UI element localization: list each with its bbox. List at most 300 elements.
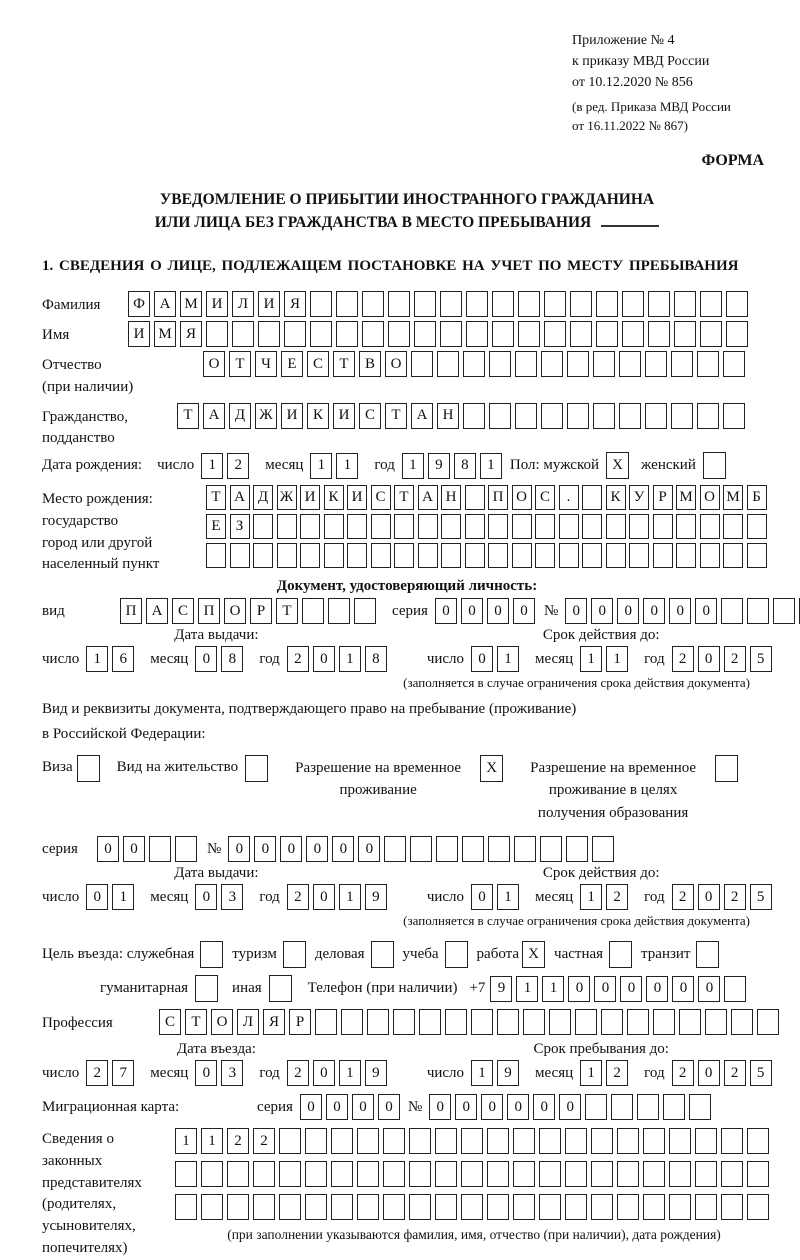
char-cell[interactable]: 0 (513, 598, 535, 624)
char-cell[interactable]: 1 (201, 453, 223, 479)
char-cell[interactable]: М (723, 485, 743, 510)
char-cell[interactable] (697, 403, 719, 429)
char-cell[interactable] (535, 514, 555, 539)
char-cell[interactable]: 9 (490, 976, 512, 1002)
char-cell[interactable] (570, 291, 592, 317)
char-cell[interactable] (606, 514, 626, 539)
char-cell[interactable]: К (324, 485, 344, 510)
char-cell[interactable] (149, 836, 171, 862)
char-cell[interactable] (606, 543, 626, 568)
char-cell[interactable]: 8 (221, 646, 243, 672)
char-cell[interactable]: М (154, 321, 176, 347)
char-cell[interactable] (465, 543, 485, 568)
char-cell[interactable]: 0 (672, 976, 694, 1002)
char-cell[interactable] (559, 514, 579, 539)
purpose-study-checkbox[interactable] (445, 941, 468, 968)
char-cell[interactable] (461, 1128, 483, 1154)
char-cell[interactable] (492, 291, 514, 317)
char-cell[interactable]: 0 (313, 646, 335, 672)
char-cell[interactable]: 2 (227, 1128, 249, 1154)
char-cell[interactable] (463, 351, 485, 377)
char-cell[interactable] (347, 543, 367, 568)
female-checkbox[interactable] (703, 452, 726, 479)
char-cell[interactable]: О (700, 485, 720, 510)
char-cell[interactable]: 0 (378, 1094, 400, 1120)
char-cell[interactable] (544, 321, 566, 347)
purpose-other-checkbox[interactable] (269, 975, 292, 1002)
char-cell[interactable]: 8 (454, 453, 476, 479)
char-cell[interactable] (653, 514, 673, 539)
char-cell[interactable]: 6 (112, 646, 134, 672)
char-cell[interactable]: 9 (497, 1060, 519, 1086)
char-cell[interactable] (175, 836, 197, 862)
char-cell[interactable] (492, 321, 514, 347)
char-cell[interactable]: А (230, 485, 250, 510)
char-cell[interactable]: 0 (435, 598, 457, 624)
char-cell[interactable] (487, 1161, 509, 1187)
char-cell[interactable] (497, 1009, 519, 1035)
char-cell[interactable]: 2 (672, 1060, 694, 1086)
char-cell[interactable]: 2 (287, 646, 309, 672)
char-cell[interactable] (721, 1194, 743, 1220)
char-cell[interactable]: 0 (195, 1060, 217, 1086)
char-cell[interactable]: Ж (277, 485, 297, 510)
char-cell[interactable]: Т (333, 351, 355, 377)
char-cell[interactable]: В (359, 351, 381, 377)
char-cell[interactable] (300, 543, 320, 568)
char-cell[interactable]: 1 (112, 884, 134, 910)
temp-residence-checkbox[interactable]: X (480, 755, 503, 782)
purpose-official-checkbox[interactable] (200, 941, 223, 968)
char-cell[interactable] (724, 976, 746, 1002)
char-cell[interactable] (723, 351, 745, 377)
char-cell[interactable] (512, 514, 532, 539)
char-cell[interactable] (705, 1009, 727, 1035)
char-cell[interactable]: 0 (332, 836, 354, 862)
char-cell[interactable]: 1 (336, 453, 358, 479)
char-cell[interactable] (645, 403, 667, 429)
char-cell[interactable]: Ф (128, 291, 150, 317)
char-cell[interactable]: 1 (339, 884, 361, 910)
char-cell[interactable] (488, 514, 508, 539)
char-cell[interactable] (489, 351, 511, 377)
char-cell[interactable]: 3 (221, 884, 243, 910)
char-cell[interactable] (384, 836, 406, 862)
char-cell[interactable]: 0 (254, 836, 276, 862)
purpose-transit-checkbox[interactable] (696, 941, 719, 968)
char-cell[interactable]: С (535, 485, 555, 510)
char-cell[interactable] (679, 1009, 701, 1035)
char-cell[interactable]: И (258, 291, 280, 317)
char-cell[interactable]: 0 (228, 836, 250, 862)
char-cell[interactable] (227, 1194, 249, 1220)
char-cell[interactable] (175, 1161, 197, 1187)
char-cell[interactable] (328, 598, 350, 624)
char-cell[interactable] (512, 543, 532, 568)
char-cell[interactable] (253, 1194, 275, 1220)
char-cell[interactable] (757, 1009, 779, 1035)
char-cell[interactable] (611, 1094, 633, 1120)
char-cell[interactable] (206, 543, 226, 568)
char-cell[interactable] (310, 291, 332, 317)
char-cell[interactable] (354, 598, 376, 624)
char-cell[interactable]: 0 (300, 1094, 322, 1120)
char-cell[interactable] (773, 598, 795, 624)
char-cell[interactable] (462, 836, 484, 862)
char-cell[interactable] (409, 1194, 431, 1220)
char-cell[interactable] (643, 1194, 665, 1220)
char-cell[interactable] (627, 1009, 649, 1035)
char-cell[interactable]: С (359, 403, 381, 429)
char-cell[interactable]: Т (229, 351, 251, 377)
char-cell[interactable]: 1 (580, 646, 602, 672)
char-cell[interactable] (747, 514, 767, 539)
char-cell[interactable] (617, 1128, 639, 1154)
char-cell[interactable] (466, 321, 488, 347)
char-cell[interactable]: С (172, 598, 194, 624)
char-cell[interactable] (565, 1194, 587, 1220)
char-cell[interactable]: 0 (471, 884, 493, 910)
temp-residence-edu-checkbox[interactable] (715, 755, 738, 782)
char-cell[interactable] (565, 1128, 587, 1154)
char-cell[interactable]: 2 (287, 884, 309, 910)
char-cell[interactable]: Т (385, 403, 407, 429)
char-cell[interactable] (582, 543, 602, 568)
char-cell[interactable]: 2 (724, 884, 746, 910)
char-cell[interactable]: 2 (227, 453, 249, 479)
char-cell[interactable] (253, 514, 273, 539)
char-cell[interactable] (593, 351, 615, 377)
char-cell[interactable] (331, 1128, 353, 1154)
char-cell[interactable]: Л (237, 1009, 259, 1035)
char-cell[interactable]: 0 (695, 598, 717, 624)
char-cell[interactable]: 2 (672, 884, 694, 910)
char-cell[interactable] (541, 351, 563, 377)
char-cell[interactable]: 0 (313, 884, 335, 910)
char-cell[interactable] (637, 1094, 659, 1120)
char-cell[interactable] (518, 321, 540, 347)
char-cell[interactable] (336, 291, 358, 317)
char-cell[interactable] (488, 836, 510, 862)
char-cell[interactable] (277, 514, 297, 539)
char-cell[interactable]: С (159, 1009, 181, 1035)
char-cell[interactable]: 0 (698, 1060, 720, 1086)
char-cell[interactable] (747, 598, 769, 624)
char-cell[interactable]: 1 (402, 453, 424, 479)
char-cell[interactable] (582, 485, 602, 510)
char-cell[interactable] (674, 291, 696, 317)
char-cell[interactable] (723, 514, 743, 539)
char-cell[interactable] (617, 1194, 639, 1220)
char-cell[interactable]: 1 (497, 646, 519, 672)
char-cell[interactable] (549, 1009, 571, 1035)
char-cell[interactable] (331, 1161, 353, 1187)
char-cell[interactable]: 0 (568, 976, 590, 1002)
char-cell[interactable] (394, 543, 414, 568)
char-cell[interactable]: 0 (481, 1094, 503, 1120)
char-cell[interactable] (279, 1161, 301, 1187)
char-cell[interactable] (362, 291, 384, 317)
char-cell[interactable] (357, 1128, 379, 1154)
char-cell[interactable]: 0 (559, 1094, 581, 1120)
char-cell[interactable] (232, 321, 254, 347)
char-cell[interactable] (726, 321, 748, 347)
char-cell[interactable]: 0 (455, 1094, 477, 1120)
char-cell[interactable]: Д (253, 485, 273, 510)
char-cell[interactable]: Л (232, 291, 254, 317)
char-cell[interactable] (341, 1009, 363, 1035)
char-cell[interactable]: И (128, 321, 150, 347)
char-cell[interactable] (201, 1161, 223, 1187)
char-cell[interactable] (592, 836, 614, 862)
char-cell[interactable] (418, 543, 438, 568)
char-cell[interactable] (394, 514, 414, 539)
char-cell[interactable]: 0 (698, 976, 720, 1002)
char-cell[interactable]: Р (653, 485, 673, 510)
char-cell[interactable] (700, 321, 722, 347)
char-cell[interactable] (371, 514, 391, 539)
char-cell[interactable] (700, 291, 722, 317)
char-cell[interactable] (258, 321, 280, 347)
char-cell[interactable] (645, 351, 667, 377)
char-cell[interactable] (541, 403, 563, 429)
char-cell[interactable] (518, 291, 540, 317)
char-cell[interactable] (305, 1128, 327, 1154)
char-cell[interactable] (302, 598, 324, 624)
char-cell[interactable]: 0 (313, 1060, 335, 1086)
purpose-private-checkbox[interactable] (609, 941, 632, 968)
char-cell[interactable]: 1 (339, 1060, 361, 1086)
char-cell[interactable]: 0 (594, 976, 616, 1002)
char-cell[interactable] (513, 1194, 535, 1220)
char-cell[interactable]: 1 (497, 884, 519, 910)
char-cell[interactable]: 0 (646, 976, 668, 1002)
char-cell[interactable] (695, 1194, 717, 1220)
char-cell[interactable] (324, 543, 344, 568)
char-cell[interactable] (279, 1128, 301, 1154)
char-cell[interactable]: 0 (358, 836, 380, 862)
char-cell[interactable] (565, 1161, 587, 1187)
char-cell[interactable]: 0 (565, 598, 587, 624)
char-cell[interactable]: П (488, 485, 508, 510)
char-cell[interactable] (487, 1194, 509, 1220)
char-cell[interactable] (721, 1161, 743, 1187)
char-cell[interactable] (383, 1161, 405, 1187)
char-cell[interactable]: 0 (533, 1094, 555, 1120)
char-cell[interactable]: А (154, 291, 176, 317)
char-cell[interactable]: Я (180, 321, 202, 347)
char-cell[interactable] (617, 1161, 639, 1187)
char-cell[interactable] (575, 1009, 597, 1035)
char-cell[interactable] (324, 514, 344, 539)
char-cell[interactable] (539, 1161, 561, 1187)
char-cell[interactable] (230, 543, 250, 568)
char-cell[interactable]: Т (276, 598, 298, 624)
char-cell[interactable]: 1 (310, 453, 332, 479)
char-cell[interactable]: 0 (97, 836, 119, 862)
char-cell[interactable]: М (676, 485, 696, 510)
char-cell[interactable] (310, 321, 332, 347)
char-cell[interactable]: 0 (487, 598, 509, 624)
char-cell[interactable] (723, 403, 745, 429)
char-cell[interactable] (437, 351, 459, 377)
char-cell[interactable] (523, 1009, 545, 1035)
char-cell[interactable] (643, 1128, 665, 1154)
char-cell[interactable] (465, 514, 485, 539)
char-cell[interactable]: А (411, 403, 433, 429)
char-cell[interactable] (471, 1009, 493, 1035)
char-cell[interactable]: Т (185, 1009, 207, 1035)
char-cell[interactable]: Т (206, 485, 226, 510)
char-cell[interactable]: 2 (672, 646, 694, 672)
char-cell[interactable]: 2 (724, 646, 746, 672)
purpose-work-checkbox[interactable]: X (522, 941, 545, 968)
char-cell[interactable] (253, 543, 273, 568)
char-cell[interactable]: 2 (606, 884, 628, 910)
char-cell[interactable]: 0 (326, 1094, 348, 1120)
char-cell[interactable] (488, 543, 508, 568)
char-cell[interactable] (559, 543, 579, 568)
char-cell[interactable] (393, 1009, 415, 1035)
char-cell[interactable] (418, 514, 438, 539)
char-cell[interactable] (466, 291, 488, 317)
char-cell[interactable]: Я (284, 291, 306, 317)
char-cell[interactable] (347, 514, 367, 539)
char-cell[interactable] (331, 1194, 353, 1220)
char-cell[interactable]: 0 (698, 646, 720, 672)
char-cell[interactable]: 9 (428, 453, 450, 479)
char-cell[interactable] (669, 1161, 691, 1187)
char-cell[interactable] (591, 1194, 613, 1220)
char-cell[interactable]: А (418, 485, 438, 510)
char-cell[interactable]: К (606, 485, 626, 510)
char-cell[interactable]: Р (250, 598, 272, 624)
char-cell[interactable]: Я (263, 1009, 285, 1035)
char-cell[interactable] (440, 291, 462, 317)
char-cell[interactable] (697, 351, 719, 377)
char-cell[interactable]: 0 (461, 598, 483, 624)
char-cell[interactable] (747, 1128, 769, 1154)
char-cell[interactable] (357, 1161, 379, 1187)
visa-checkbox[interactable] (77, 755, 100, 782)
char-cell[interactable] (585, 1094, 607, 1120)
char-cell[interactable]: Н (437, 403, 459, 429)
char-cell[interactable]: Е (206, 514, 226, 539)
char-cell[interactable]: О (203, 351, 225, 377)
char-cell[interactable] (747, 1161, 769, 1187)
char-cell[interactable]: 5 (750, 884, 772, 910)
char-cell[interactable]: 1 (175, 1128, 197, 1154)
char-cell[interactable] (653, 1009, 675, 1035)
char-cell[interactable] (721, 1128, 743, 1154)
char-cell[interactable]: 1 (471, 1060, 493, 1086)
char-cell[interactable] (253, 1161, 275, 1187)
char-cell[interactable] (629, 514, 649, 539)
char-cell[interactable]: 5 (750, 646, 772, 672)
char-cell[interactable] (596, 291, 618, 317)
char-cell[interactable]: 0 (591, 598, 613, 624)
purpose-tourism-checkbox[interactable] (283, 941, 306, 968)
char-cell[interactable]: О (224, 598, 246, 624)
char-cell[interactable] (726, 291, 748, 317)
char-cell[interactable]: 0 (643, 598, 665, 624)
char-cell[interactable]: Ч (255, 351, 277, 377)
char-cell[interactable] (436, 836, 458, 862)
char-cell[interactable] (570, 321, 592, 347)
char-cell[interactable] (441, 514, 461, 539)
char-cell[interactable] (747, 1194, 769, 1220)
char-cell[interactable]: Р (289, 1009, 311, 1035)
char-cell[interactable] (367, 1009, 389, 1035)
char-cell[interactable]: 1 (516, 976, 538, 1002)
char-cell[interactable] (596, 321, 618, 347)
char-cell[interactable] (601, 1009, 623, 1035)
purpose-humanitarian-checkbox[interactable] (195, 975, 218, 1002)
char-cell[interactable] (539, 1194, 561, 1220)
char-cell[interactable] (336, 321, 358, 347)
char-cell[interactable] (648, 321, 670, 347)
char-cell[interactable]: О (512, 485, 532, 510)
char-cell[interactable] (747, 543, 767, 568)
char-cell[interactable]: 1 (580, 1060, 602, 1086)
char-cell[interactable] (201, 1194, 223, 1220)
char-cell[interactable] (279, 1194, 301, 1220)
char-cell[interactable] (388, 321, 410, 347)
char-cell[interactable] (567, 351, 589, 377)
char-cell[interactable]: 0 (352, 1094, 374, 1120)
char-cell[interactable]: З (230, 514, 250, 539)
char-cell[interactable] (671, 403, 693, 429)
char-cell[interactable] (663, 1094, 685, 1120)
char-cell[interactable] (362, 321, 384, 347)
char-cell[interactable] (653, 543, 673, 568)
char-cell[interactable] (669, 1128, 691, 1154)
char-cell[interactable] (567, 403, 589, 429)
char-cell[interactable] (409, 1128, 431, 1154)
char-cell[interactable]: . (559, 485, 579, 510)
char-cell[interactable]: Ж (255, 403, 277, 429)
char-cell[interactable]: И (300, 485, 320, 510)
char-cell[interactable]: 1 (201, 1128, 223, 1154)
purpose-business-checkbox[interactable] (371, 941, 394, 968)
char-cell[interactable] (414, 321, 436, 347)
char-cell[interactable] (227, 1161, 249, 1187)
char-cell[interactable]: У (629, 485, 649, 510)
char-cell[interactable]: Б (747, 485, 767, 510)
char-cell[interactable] (622, 321, 644, 347)
char-cell[interactable]: И (333, 403, 355, 429)
char-cell[interactable] (465, 485, 485, 510)
char-cell[interactable] (410, 836, 432, 862)
char-cell[interactable] (582, 514, 602, 539)
char-cell[interactable]: Т (177, 403, 199, 429)
char-cell[interactable] (435, 1194, 457, 1220)
char-cell[interactable]: 0 (617, 598, 639, 624)
char-cell[interactable]: 0 (123, 836, 145, 862)
char-cell[interactable]: И (347, 485, 367, 510)
char-cell[interactable]: 7 (112, 1060, 134, 1086)
char-cell[interactable] (700, 514, 720, 539)
char-cell[interactable] (544, 291, 566, 317)
char-cell[interactable] (441, 543, 461, 568)
char-cell[interactable] (591, 1161, 613, 1187)
char-cell[interactable]: 0 (195, 646, 217, 672)
char-cell[interactable] (723, 543, 743, 568)
char-cell[interactable]: Т (394, 485, 414, 510)
char-cell[interactable]: 1 (542, 976, 564, 1002)
char-cell[interactable]: 2 (606, 1060, 628, 1086)
char-cell[interactable]: П (198, 598, 220, 624)
